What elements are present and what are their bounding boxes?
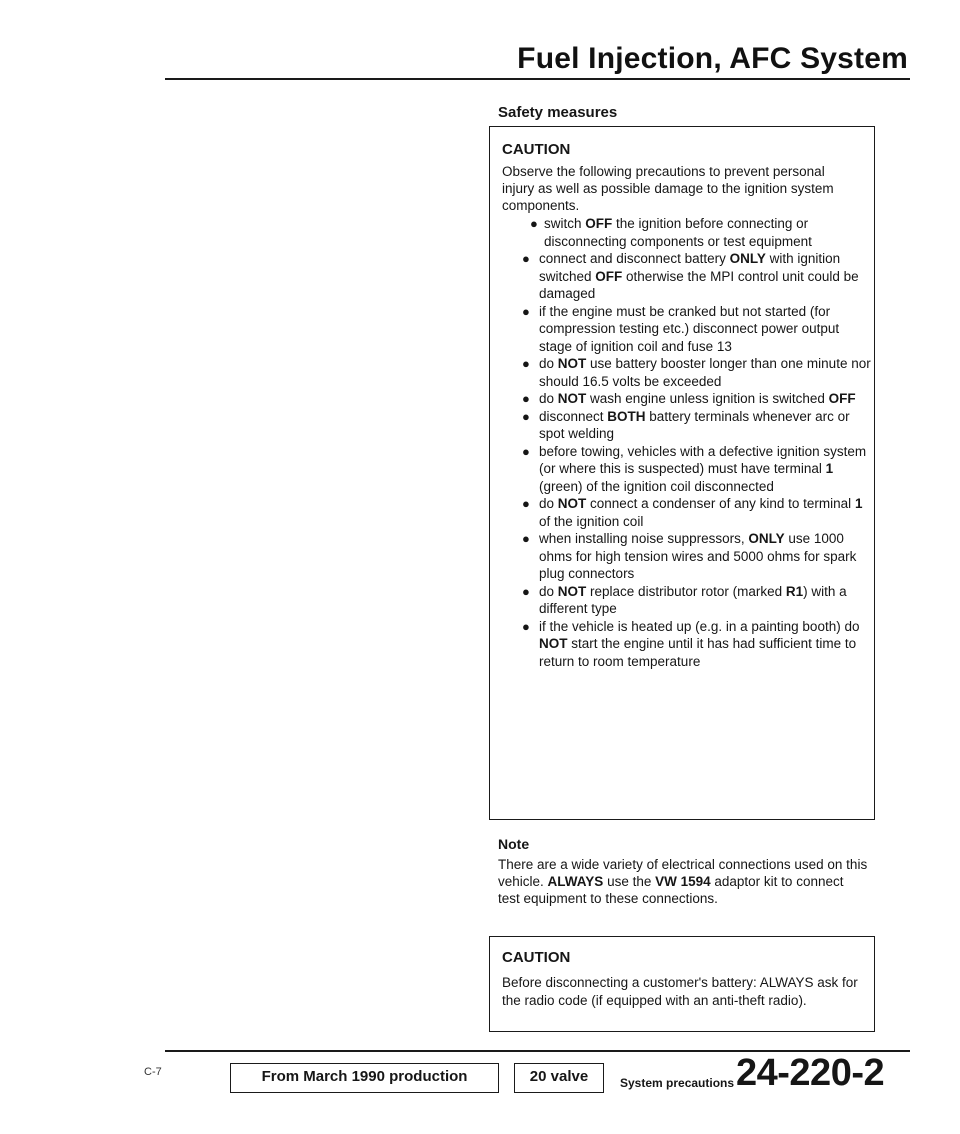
bullet-icon: ●: [522, 251, 530, 266]
bullet-icon: ●: [522, 391, 530, 406]
caution-intro: Observe the following precautions to prevent personal injury as well as possible damage to the ignition system components.: [502, 164, 834, 213]
precaution-item: ● if the engine must be cranked but not started (for compression testing etc.) disconnect power output stage of ignition coil and fuse 13: [522, 303, 840, 354]
bullet-icon: ●: [522, 618, 530, 634]
precaution-item: ● do NOT wash engine unless ignition is switched OFF: [522, 391, 856, 406]
note-body: There are a wide variety of electrical connections used on this vehicle. ALWAYS use the VW 1594 adaptor kit to connect test equipment to these connections.: [498, 857, 868, 906]
caution-title: CAUTION: [502, 949, 571, 966]
caution-box: [489, 126, 875, 820]
production-badge: From March 1990 production: [230, 1063, 499, 1093]
caution-body: Before disconnecting a customer's battery: ALWAYS ask for the radio code (if equipped with an anti-theft radio).: [502, 975, 858, 1008]
precaution-list: [502, 215, 872, 670]
section-label: System precautions: [620, 1076, 735, 1090]
bullet-icon: ●: [522, 443, 530, 459]
bullet-icon: ●: [522, 583, 530, 599]
precaution-item: ● before towing, vehicles with a defective ignition system (or where this is suspected) must have terminal 1 (green) of the ignition coil disconnected: [522, 443, 867, 494]
bullet-icon: ●: [522, 531, 530, 546]
precaution-item: ● switch OFF the ignition before connecting or disconnecting components or test equipment: [530, 216, 812, 249]
bullet-icon: ●: [530, 216, 538, 231]
precaution-item: ● connect and disconnect battery ONLY with ignition switched OFF otherwise the MPI control unit could be damaged: [522, 251, 859, 301]
precaution-item: ● when installing noise suppressors, ONLY use 1000 ohms for high tension wires and 5000 ohms for spark plug connectors: [522, 531, 857, 581]
header-divider: [165, 78, 910, 80]
bullet-icon: ●: [522, 356, 530, 371]
section-heading: Safety measures: [498, 104, 618, 121]
precaution-item: ● do NOT connect a condenser of any kind to terminal 1 of the ignition coil: [522, 496, 863, 529]
page-code: C-7: [144, 1066, 162, 1078]
precaution-item: ● do NOT use battery booster longer than one minute nor should 16.5 volts be exceeded: [522, 356, 871, 389]
bullet-icon: ●: [522, 408, 530, 424]
precaution-item: ● do NOT replace distributor rotor (marked R1) with a different type: [522, 583, 847, 616]
engine-badge: 20 valve: [514, 1063, 604, 1093]
bullet-icon: ●: [522, 496, 530, 511]
precaution-item: ● if the vehicle is heated up (e.g. in a painting booth) do NOT start the engine until it has had sufficient time to return to room temperature: [522, 618, 860, 669]
bullet-icon: ●: [522, 303, 530, 319]
page-number: 24-220-2: [736, 1052, 885, 1094]
caution-title: CAUTION: [502, 141, 571, 158]
precaution-item: ● disconnect BOTH battery terminals whenever arc or spot welding: [522, 408, 850, 441]
caution-box-battery: [489, 936, 875, 1032]
note-heading: Note: [498, 836, 530, 852]
page-title: Fuel Injection, AFC System: [517, 42, 908, 75]
